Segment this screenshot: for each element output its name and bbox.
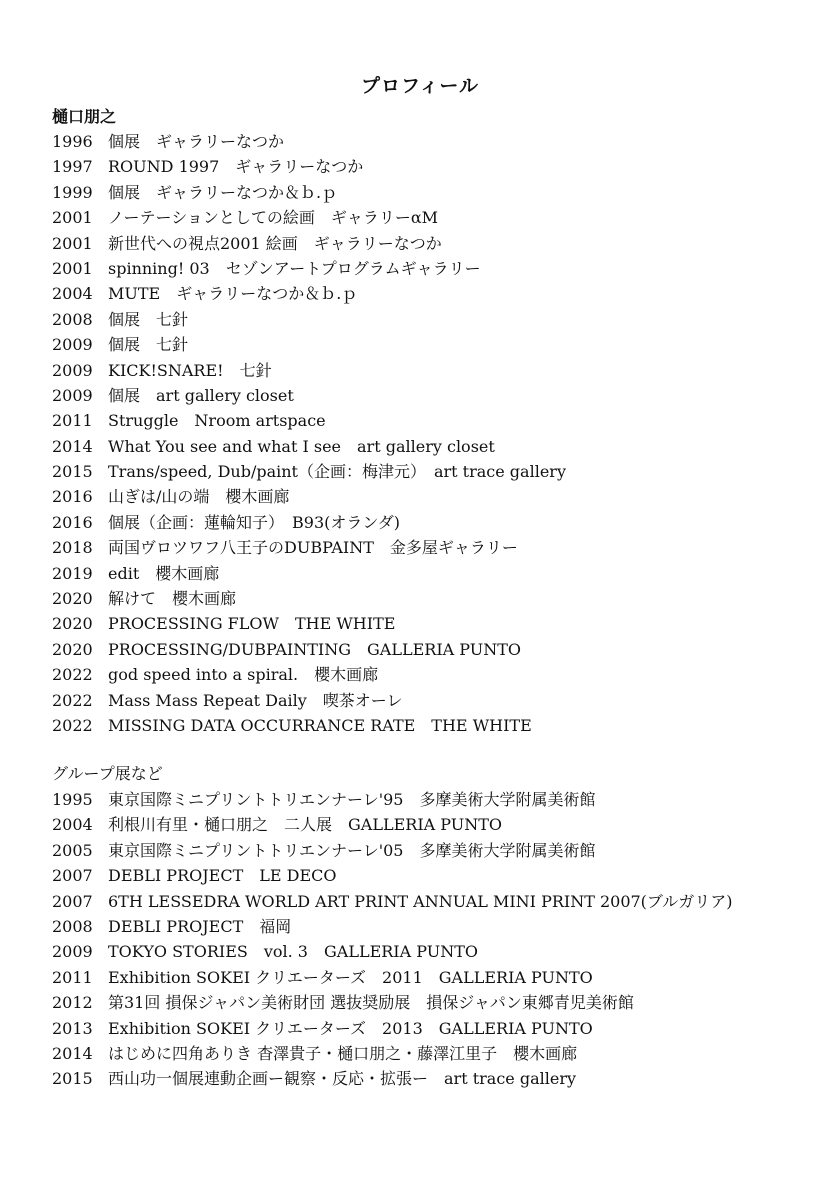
entry-year: 2019 [52,563,93,583]
group-exhibition-row [52,1041,733,1066]
entry-description: PROCESSING FLOW THE WHITE [108,614,396,634]
group-exhibition-row [52,1066,733,1091]
entry-year: 1996 [52,132,93,151]
entry-year: 2015 [52,1069,93,1089]
entry-year: 2011 [52,411,93,431]
entry-year: 2020 [52,589,93,609]
solo-exhibition-row [52,358,566,383]
group-exhibition-row [52,939,733,964]
entry-year: 2005 [52,840,93,860]
solo-exhibition-row [52,434,566,459]
entry-description: はじめに四角ありき 杳澤貴子・樋口朋之・藤澤江里子 櫻木画廊 [108,1043,578,1063]
entry-description: 個展 七針 [108,335,189,355]
solo-exhibition-row [52,713,566,738]
entry-description: KICK!SNARE! 七針 [108,360,272,380]
group-exhibition-list [52,787,733,1092]
entry-year: 2001 [52,233,93,253]
entry-year: 2009 [52,335,93,355]
solo-exhibition-row [52,408,566,433]
entry-year: 2009 [52,385,93,405]
entry-year: 2004 [52,815,93,835]
solo-exhibition-row [52,688,566,713]
solo-exhibition-row [52,383,566,408]
entry-year: 2018 [52,538,93,558]
entry-year: 1995 [52,790,93,809]
solo-exhibition-row [52,180,566,205]
entry-description: edit 櫻木画廊 [108,563,220,583]
group-exhibition-row [52,1016,733,1041]
entry-year: 2008 [52,309,93,329]
entry-description: Trans/speed, Dub/paint（企画：梅津元） art trace gallery [108,462,566,482]
entry-description: Struggle Nroom artspace [108,411,326,431]
group-exhibition-row [52,787,733,812]
entry-description: 利根川有里・樋口朋之 二人展 GALLERIA PUNTO [108,815,503,835]
solo-exhibition-row [52,586,566,611]
entry-description: 個展（企画：蓮輪知子） B93(オランダ) [108,512,400,532]
solo-exhibition-row [52,535,566,560]
solo-exhibition-row [52,307,566,332]
entry-description: 個展 ギャラリーなつか＆ｂ.ｐ [108,182,338,202]
entry-description: Mass Mass Repeat Daily 喫茶オーレ [108,690,403,710]
entry-description: 西山功一個展連動企画ー観察・反応・拡張ー art trace gallery [108,1069,577,1089]
entry-description: MUTE ギャラリーなつか＆ｂ.ｐ [108,284,358,304]
solo-exhibition-row [52,484,566,509]
solo-exhibition-row [52,561,566,586]
entry-description: spinning! 03 セゾンアートプログラムギャラリー [108,258,481,278]
entry-year: 2015 [52,462,93,482]
entry-year: 2020 [52,614,93,634]
entry-year: 2009 [52,360,93,380]
entry-description: 解けて 櫻木画廊 [108,589,237,609]
entry-description: 東京国際ミニプリントトリエンナーレ'95 多摩美術大学附属美術館 [108,790,596,809]
entry-description: PROCESSING/DUBPAINTING GALLERIA PUNTO [108,639,522,659]
solo-exhibition-row [52,205,566,230]
entry-year: 1999 [52,182,93,202]
entry-year: 2011 [52,967,93,987]
entry-description: DEBLI PROJECT LE DECO [108,866,337,886]
entry-description: 6TH LESSEDRA WORLD ART PRINT ANNUAL MINI PRINT 2007(ブルガリア) [108,891,733,911]
entry-year: 2001 [52,258,93,278]
solo-exhibition-row [52,154,566,179]
group-exhibition-row [52,914,733,939]
group-exhibition-row [52,965,733,990]
entry-description: ROUND 1997 ギャラリーなつか [108,157,364,177]
solo-exhibition-row [52,510,566,535]
entry-year: 2001 [52,208,93,228]
entry-description: MISSING DATA OCCURRANCE RATE THE WHITE [108,715,532,735]
entry-year: 2022 [52,665,93,685]
group-exhibitions-heading: グループ展など [52,764,163,783]
group-exhibition-row [52,838,733,863]
entry-year: 2022 [52,715,93,735]
entry-year: 2014 [52,436,93,456]
solo-exhibition-row [52,662,566,687]
page-title: プロフィール [360,75,480,97]
solo-exhibition-row [52,281,566,306]
solo-exhibition-row [52,637,566,662]
group-exhibition-row [52,812,733,837]
solo-exhibition-row [52,459,566,484]
entry-description: 新世代への視点2001 絵画 ギャラリーなつか [108,233,442,253]
entry-year: 2009 [52,942,93,962]
entry-description: 東京国際ミニプリントトリエンナーレ'05 多摩美術大学附属美術館 [108,840,596,860]
entry-year: 1997 [52,157,93,177]
entry-description: Exhibition SOKEI クリエーターズ 2013 GALLERIA PUNTO [108,1018,593,1038]
entry-description: 個展 ギャラリーなつか [108,132,285,151]
entry-year: 2008 [52,916,93,936]
entry-year: 2013 [52,1018,93,1038]
entry-description: 両国ヴロツワフ八王子のDUBPAINT 金多屋ギャラリー [108,538,518,558]
solo-exhibition-row [52,256,566,281]
entry-year: 2007 [52,891,93,911]
entry-year: 2016 [52,487,93,507]
entry-description: 第31回 損保ジャパン美術財団 選抜奨励展 損保ジャパン東郷青児美術館 [108,993,634,1013]
entry-year: 2014 [52,1043,93,1063]
artist-name: 樋口朋之 [52,107,117,126]
entry-description: 個展 七針 [108,309,189,329]
entry-year: 2022 [52,690,93,710]
entry-year: 2016 [52,512,93,532]
group-exhibition-row [52,863,733,888]
entry-year: 2012 [52,993,93,1013]
solo-exhibition-row [52,611,566,636]
entry-year: 2004 [52,284,93,304]
entry-description: ノーテーションとしての絵画 ギャラリーαM [108,208,439,228]
entry-description: god speed into a spiral. 櫻木画廊 [108,665,379,685]
solo-exhibition-row [52,332,566,357]
entry-year: 2020 [52,639,93,659]
entry-description: 山ぎは/山の端 櫻木画廊 [108,487,290,507]
solo-exhibition-list [52,129,566,738]
entry-description: 個展 art gallery closet [108,385,294,405]
entry-description: TOKYO STORIES vol. 3 GALLERIA PUNTO [108,942,479,962]
entry-year: 2007 [52,866,93,886]
group-exhibition-row [52,990,733,1015]
group-exhibition-row [52,889,733,914]
entry-description: DEBLI PROJECT 福岡 [108,916,292,936]
entry-description: What You see and what I see art gallery closet [108,436,495,456]
solo-exhibition-row [52,129,566,154]
entry-description: Exhibition SOKEI クリエーターズ 2011 GALLERIA PUNTO [108,967,593,987]
solo-exhibition-row [52,231,566,256]
